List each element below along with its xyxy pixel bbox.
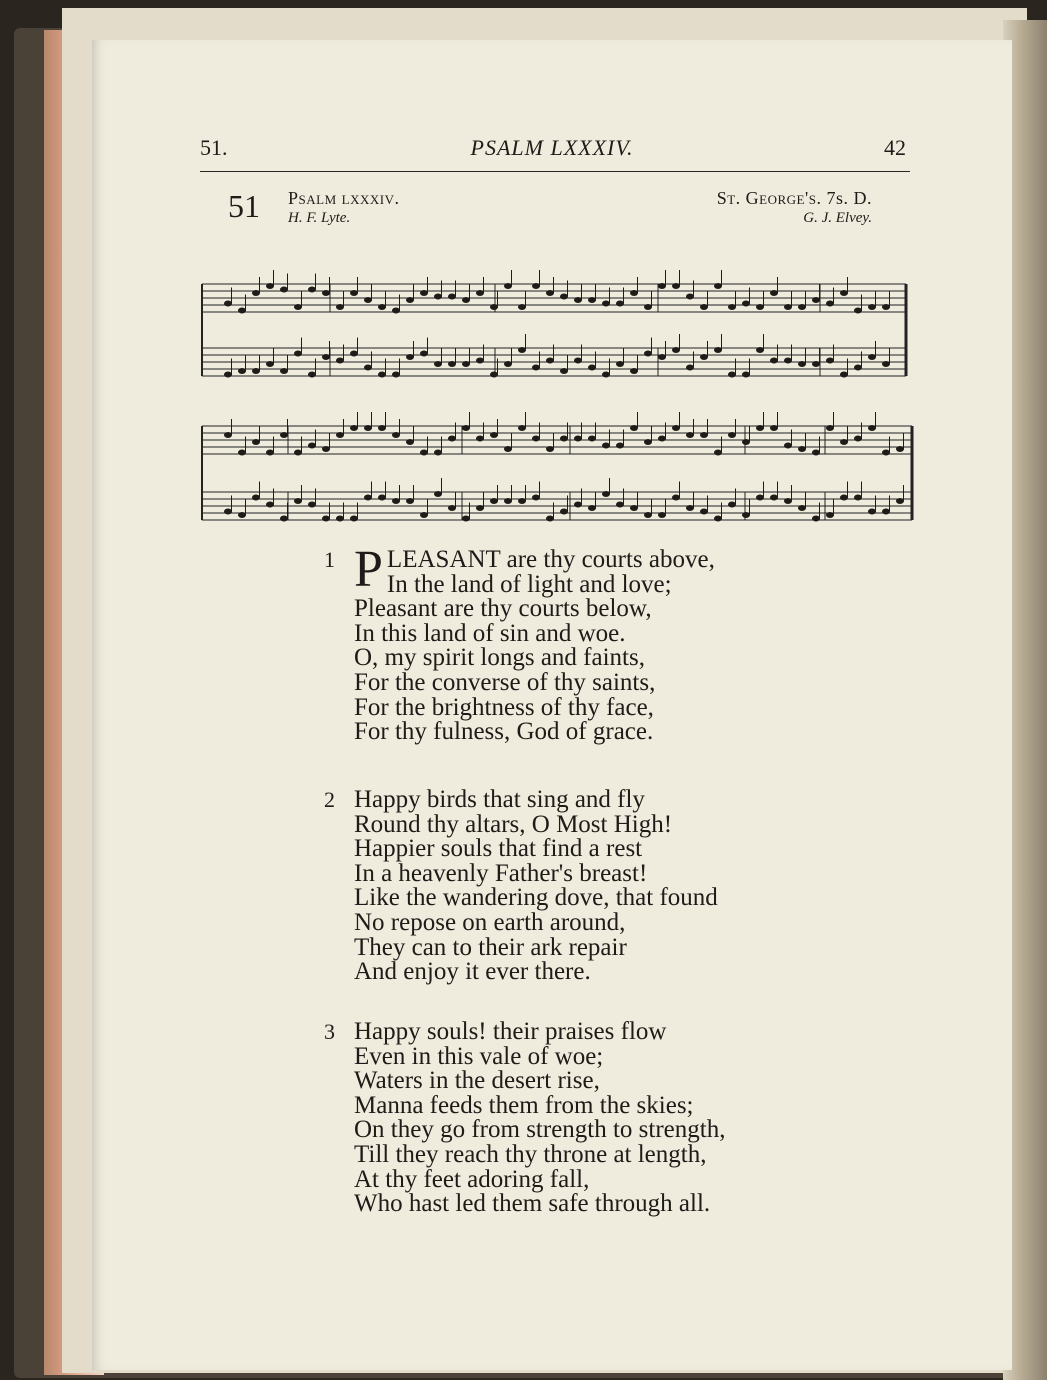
music-system-1 <box>202 270 906 378</box>
header-rule <box>200 171 910 172</box>
verse-3 <box>324 1018 726 1218</box>
music-system-2 <box>202 412 912 522</box>
drop-cap: P <box>354 541 383 598</box>
verse-line: For the converse of thy saints, <box>354 668 656 696</box>
verse-line: In this land of sin and woe. <box>354 619 626 647</box>
verse-line: Even in this vale of woe; <box>354 1042 604 1070</box>
running-title: PSALM LXXXIV. <box>470 135 634 160</box>
verse-1 <box>324 541 715 746</box>
verse-line: In a heavenly Father's breast! <box>354 859 648 887</box>
tune-meter: 7s. D. <box>826 188 872 208</box>
verse-line: Happier souls that find a rest <box>354 835 643 863</box>
verse-line: They can to their ark repair <box>354 933 627 961</box>
verse-line: No repose on earth around, <box>354 908 626 936</box>
verse-number: 3 <box>324 1019 335 1044</box>
verse-line: And enjoy it ever there. <box>354 958 591 986</box>
verse-line: Round thy altars, O Most High! <box>354 810 673 838</box>
verse-line: LEASANT are thy courts above, <box>386 546 715 573</box>
tune-name: St. George's. <box>716 188 822 208</box>
verse-line: Happy souls! their praises flow <box>354 1018 667 1045</box>
hymn-author: H. F. Lyte. <box>288 210 351 226</box>
verse-line: Who hast led them safe through all. <box>354 1190 711 1218</box>
verse-line: Like the wandering dove, that found <box>354 884 718 912</box>
verse-line: Pleasant are thy courts below, <box>354 595 652 623</box>
hymn-number: 51 <box>228 188 260 224</box>
hymn-composer: G. J. Elvey. <box>803 210 872 226</box>
verse-number: 1 <box>324 547 335 572</box>
verse-line: Waters in the desert rise, <box>354 1067 600 1095</box>
verse-2 <box>324 786 718 986</box>
verse-line: On they go from strength to strength, <box>354 1116 726 1144</box>
page-number: 42 <box>884 135 906 160</box>
hymnal-page <box>92 40 1012 1370</box>
hymn-source: Psalm lxxxiv. <box>288 188 400 208</box>
verse-line: At thy feet adoring fall, <box>354 1165 590 1193</box>
verse-line: For the brightness of thy face, <box>354 693 654 721</box>
verse-line: O, my spirit longs and faints, <box>354 644 645 672</box>
verse-line: Manna feeds them from the skies; <box>354 1091 694 1119</box>
verse-line: Till they reach thy throne at length, <box>354 1140 707 1168</box>
tune-info <box>717 188 872 209</box>
music-score <box>200 230 920 550</box>
verse-line: In the land of light and love; <box>386 570 672 598</box>
page-ref: 51. <box>200 135 228 160</box>
verse-line: For thy fulness, God of grace. <box>354 718 654 746</box>
verse-line: Happy birds that sing and fly <box>354 786 645 813</box>
verse-number: 2 <box>324 787 335 812</box>
